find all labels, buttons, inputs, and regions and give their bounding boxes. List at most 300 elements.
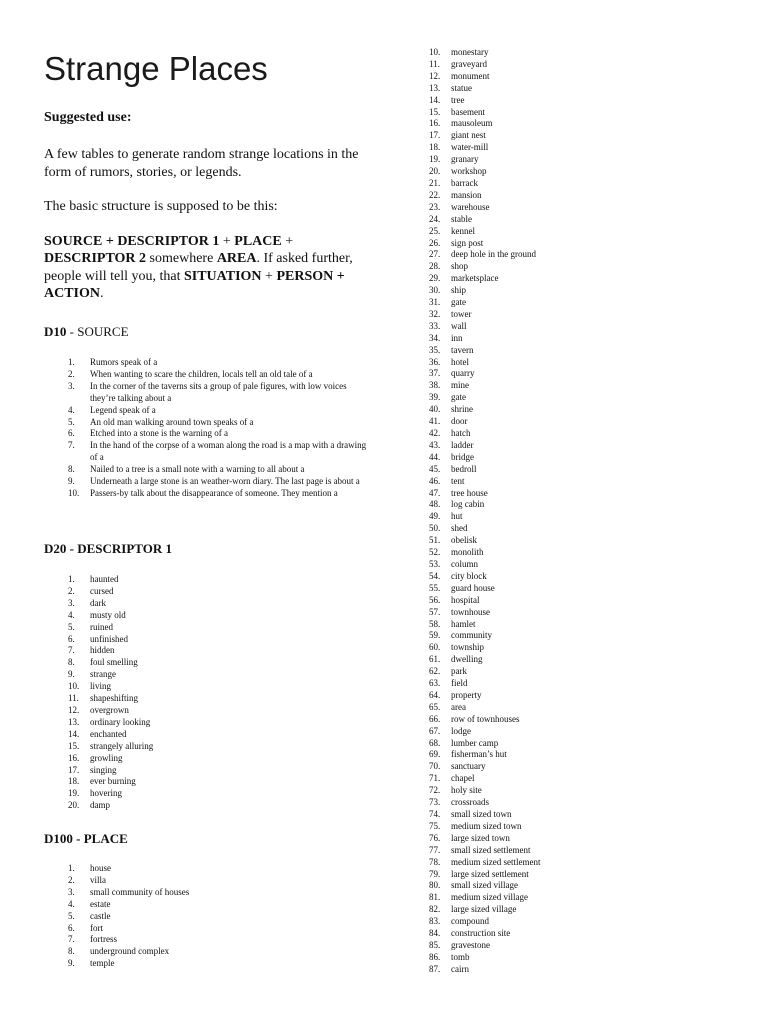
item-text: fisherman’s hut xyxy=(451,749,507,760)
item-text: chapel xyxy=(451,773,475,784)
item-number: 17. xyxy=(68,764,80,775)
formula-segment: + xyxy=(281,233,294,249)
item-number: 12. xyxy=(429,70,441,81)
item-number: 60. xyxy=(429,642,441,653)
descriptor-row xyxy=(68,717,368,729)
item-text: warehouse xyxy=(451,201,490,212)
item-text: dwelling xyxy=(451,654,483,665)
item-number: 86. xyxy=(429,951,441,962)
item-number: 17. xyxy=(429,130,441,141)
item-text: ever burning xyxy=(90,776,136,787)
item-text: An old man walking around town speaks of a xyxy=(90,416,254,427)
item-number: 3. xyxy=(68,597,75,608)
place-row xyxy=(429,619,729,631)
item-number: 20. xyxy=(68,800,80,811)
item-text: door xyxy=(451,416,468,427)
item-text: kennel xyxy=(451,225,475,236)
item-number: 70. xyxy=(429,761,441,772)
item-text: obelisk xyxy=(451,535,477,546)
item-number: 7. xyxy=(68,645,75,656)
place-row xyxy=(429,821,729,833)
d10-die-label: D10 xyxy=(44,324,67,339)
descriptor-row xyxy=(68,705,368,717)
place-row xyxy=(429,654,729,666)
item-number: 6. xyxy=(68,922,75,933)
item-text: cursed xyxy=(90,585,114,596)
source-row xyxy=(68,488,368,500)
place-row xyxy=(429,940,729,952)
place-row xyxy=(68,875,368,887)
item-number: 65. xyxy=(429,701,441,712)
place-row xyxy=(429,904,729,916)
item-number: 57. xyxy=(429,606,441,617)
place-row xyxy=(429,261,729,273)
item-text: area xyxy=(451,701,466,712)
place-row xyxy=(429,285,729,297)
place-row xyxy=(429,499,729,511)
item-number: 9. xyxy=(68,958,75,969)
item-number: 49. xyxy=(429,511,441,522)
place-row xyxy=(429,880,729,892)
item-number: 16. xyxy=(68,752,80,763)
item-text: statue xyxy=(451,82,472,93)
item-number: 47. xyxy=(429,487,441,498)
item-number: 84. xyxy=(429,928,441,939)
item-text: gate xyxy=(451,392,466,403)
item-text: musty old xyxy=(90,609,126,620)
place-row xyxy=(429,607,729,619)
item-number: 42. xyxy=(429,428,441,438)
item-number: 64. xyxy=(429,689,441,700)
item-number: 1. xyxy=(68,863,75,873)
item-number: 27. xyxy=(429,249,441,260)
item-text: medium sized settlement xyxy=(451,856,541,867)
d20-heading: D20 - DESCRIPTOR 1 xyxy=(44,541,172,556)
item-number: 50. xyxy=(429,523,441,534)
item-text: mansion xyxy=(451,189,482,200)
place-row xyxy=(429,666,729,678)
formula-segment: + xyxy=(219,233,235,249)
place-row xyxy=(429,595,729,607)
item-number: 74. xyxy=(429,809,441,819)
item-number: 18. xyxy=(68,776,80,787)
intro-block xyxy=(44,146,374,320)
item-number: 6. xyxy=(68,428,75,439)
item-number: 77. xyxy=(429,844,441,855)
place-row xyxy=(429,952,729,964)
item-text: compound xyxy=(451,916,489,927)
d100-heading: D100 - PLACE xyxy=(44,831,128,846)
item-text: hut xyxy=(451,511,463,522)
item-text: column xyxy=(451,558,478,569)
place-row xyxy=(429,726,729,738)
item-number: 71. xyxy=(429,773,441,784)
place-row xyxy=(429,380,729,392)
source-row xyxy=(68,417,368,429)
item-number: 2. xyxy=(68,585,75,596)
place-row xyxy=(429,107,729,119)
place-row xyxy=(429,749,729,761)
place-row xyxy=(429,83,729,95)
descriptor-row xyxy=(68,788,368,800)
item-number: 28. xyxy=(429,261,441,272)
place-row xyxy=(429,118,729,130)
item-text: hamlet xyxy=(451,618,476,629)
item-text: gate xyxy=(451,297,466,308)
item-text: foul smelling xyxy=(90,657,138,668)
item-text: growling xyxy=(90,752,123,763)
descriptor-row xyxy=(68,800,368,812)
formula-segment: . xyxy=(100,286,104,301)
item-number: 76. xyxy=(429,832,441,843)
item-text: tent xyxy=(451,475,465,486)
source-row xyxy=(68,464,368,476)
source-row xyxy=(68,440,368,464)
item-text: large sized town xyxy=(451,832,510,843)
item-number: 15. xyxy=(429,106,441,117)
item-text: monolith xyxy=(451,547,484,558)
item-text: large sized settlement xyxy=(451,868,529,879)
item-text: lumber camp xyxy=(451,737,499,748)
item-text: water-mill xyxy=(451,142,489,153)
place-row xyxy=(429,166,729,178)
suggested-use-heading: Suggested use: xyxy=(44,110,132,125)
item-number: 32. xyxy=(429,308,441,319)
item-text: sanctuary xyxy=(451,761,486,772)
descriptor-row xyxy=(68,741,368,753)
page-title: Strange Places xyxy=(44,50,268,87)
item-number: 2. xyxy=(68,874,75,885)
item-text: tomb xyxy=(451,951,470,962)
place-row xyxy=(68,887,368,899)
item-text: property xyxy=(451,689,482,700)
place-row xyxy=(429,738,729,750)
item-text: hotel xyxy=(451,356,469,367)
formula-segment: somewhere xyxy=(146,251,217,266)
item-number: 19. xyxy=(429,154,441,165)
place-row xyxy=(429,154,729,166)
item-text: Etched into a stone is the warning of a xyxy=(90,428,228,439)
item-number: 3. xyxy=(68,380,75,391)
place-row xyxy=(429,309,729,321)
item-text: small community of houses xyxy=(90,886,190,897)
place-row xyxy=(429,690,729,702)
formula-segment: PERSON + ACTION xyxy=(44,268,345,301)
item-text: enchanted xyxy=(90,728,127,739)
item-text: bedroll xyxy=(451,463,477,474)
formula-segment: + xyxy=(261,268,277,284)
item-text: large sized village xyxy=(451,904,517,915)
source-row xyxy=(68,369,368,381)
item-text: temple xyxy=(90,958,115,969)
item-number: 23. xyxy=(429,201,441,212)
place-row xyxy=(429,773,729,785)
place-row xyxy=(68,863,368,875)
item-text: ruined xyxy=(90,621,113,632)
item-text: crossroads xyxy=(451,797,489,808)
item-text: park xyxy=(451,666,467,677)
d10-heading xyxy=(44,324,129,340)
item-text: medium sized village xyxy=(451,892,528,903)
item-text: fort xyxy=(90,922,103,933)
item-number: 41. xyxy=(429,416,441,427)
place-row xyxy=(429,583,729,595)
item-text: In the hand of the corpse of a woman along the road is a map with a drawing of a xyxy=(90,440,367,463)
item-number: 79. xyxy=(429,868,441,879)
item-number: 34. xyxy=(429,332,441,343)
place-row xyxy=(429,47,729,59)
item-text: monument xyxy=(451,70,490,81)
item-text: Nailed to a tree is a small note with a warning to all about a xyxy=(90,464,305,475)
item-text: shrine xyxy=(451,404,473,415)
descriptor-row xyxy=(68,729,368,741)
item-text: castle xyxy=(90,910,111,921)
descriptor-row xyxy=(68,693,368,705)
d20-descriptor-list xyxy=(68,574,368,812)
item-number: 31. xyxy=(429,297,441,308)
item-text: bridge xyxy=(451,451,474,462)
d10-name-label: - SOURCE xyxy=(66,324,129,339)
place-row xyxy=(429,833,729,845)
item-text: field xyxy=(451,678,468,689)
place-row xyxy=(429,178,729,190)
place-row xyxy=(68,911,368,923)
place-row xyxy=(429,440,729,452)
item-number: 33. xyxy=(429,320,441,331)
item-text: tower xyxy=(451,308,472,319)
item-text: ship xyxy=(451,285,467,296)
item-number: 11. xyxy=(429,58,440,69)
item-number: 85. xyxy=(429,939,441,950)
item-text: small sized town xyxy=(451,809,512,819)
descriptor-row xyxy=(68,574,368,586)
place-row xyxy=(429,857,729,869)
place-row xyxy=(429,559,729,571)
item-number: 12. xyxy=(68,704,80,715)
item-text: strange xyxy=(90,669,116,680)
place-row xyxy=(429,404,729,416)
item-text: wall xyxy=(451,320,467,331)
item-number: 1. xyxy=(68,574,75,584)
place-row xyxy=(429,428,729,440)
item-number: 20. xyxy=(429,166,441,177)
place-row xyxy=(429,809,729,821)
item-text: tavern xyxy=(451,344,474,355)
item-text: Underneath a large stone is an weather-worn diary. The last page is about a xyxy=(90,476,360,487)
formula-segment: DESCRIPTOR 2 xyxy=(44,251,147,266)
place-row xyxy=(429,797,729,809)
item-text: shed xyxy=(451,523,468,534)
place-row xyxy=(429,333,729,345)
place-row xyxy=(429,464,729,476)
source-row xyxy=(68,428,368,440)
descriptor-row xyxy=(68,776,368,788)
item-number: 13. xyxy=(68,716,80,727)
formula-segment: . If asked further, people will tell you, that xyxy=(44,251,353,284)
place-row xyxy=(429,226,729,238)
intro-paragraph: A few tables to generate random strange locations in the form of rumors, stories, or legends. xyxy=(44,147,359,180)
item-number: 40. xyxy=(429,404,441,415)
item-number: 2. xyxy=(68,368,75,379)
place-row xyxy=(429,95,729,107)
place-row xyxy=(429,249,729,261)
item-number: 8. xyxy=(68,464,75,475)
item-text: lodge xyxy=(451,725,471,736)
item-text: granary xyxy=(451,154,479,165)
item-number: 63. xyxy=(429,678,441,689)
item-text: When wanting to scare the children, locals tell an old tale of a xyxy=(90,368,313,379)
place-row xyxy=(429,785,729,797)
item-number: 7. xyxy=(68,440,75,451)
item-text: overgrown xyxy=(90,704,129,715)
descriptor-row xyxy=(68,765,368,777)
item-text: singing xyxy=(90,764,117,775)
place-row xyxy=(429,869,729,881)
item-number: 8. xyxy=(68,657,75,668)
item-number: 10. xyxy=(429,47,441,57)
descriptor-row xyxy=(68,598,368,610)
item-text: house xyxy=(90,863,111,873)
item-text: workshop xyxy=(451,166,487,177)
source-row xyxy=(68,357,368,369)
item-number: 80. xyxy=(429,880,441,891)
descriptor-row xyxy=(68,586,368,598)
item-number: 69. xyxy=(429,749,441,760)
item-number: 83. xyxy=(429,916,441,927)
source-row xyxy=(68,405,368,417)
place-row xyxy=(429,202,729,214)
item-number: 62. xyxy=(429,666,441,677)
item-text: city block xyxy=(451,570,487,581)
place-row xyxy=(429,845,729,857)
item-number: 59. xyxy=(429,630,441,641)
item-number: 52. xyxy=(429,547,441,558)
item-number: 55. xyxy=(429,582,441,593)
place-row xyxy=(429,142,729,154)
item-text: living xyxy=(90,681,112,692)
place-row xyxy=(429,916,729,928)
item-number: 66. xyxy=(429,713,441,724)
item-text: hidden xyxy=(90,645,115,656)
item-number: 78. xyxy=(429,856,441,867)
place-row xyxy=(429,488,729,500)
place-row xyxy=(68,934,368,946)
item-text: dark xyxy=(90,597,106,608)
item-number: 15. xyxy=(68,740,80,751)
item-text: ladder xyxy=(451,439,474,450)
item-number: 21. xyxy=(429,177,441,188)
place-row xyxy=(429,71,729,83)
place-row xyxy=(429,892,729,904)
item-number: 39. xyxy=(429,392,441,403)
item-number: 18. xyxy=(429,142,441,153)
item-number: 16. xyxy=(429,118,441,129)
item-number: 53. xyxy=(429,558,441,569)
place-row xyxy=(68,923,368,935)
item-number: 46. xyxy=(429,475,441,486)
place-row xyxy=(429,714,729,726)
item-number: 68. xyxy=(429,737,441,748)
place-row xyxy=(429,297,729,309)
item-number: 8. xyxy=(68,946,75,957)
place-row xyxy=(429,630,729,642)
item-number: 24. xyxy=(429,213,441,224)
item-text: log cabin xyxy=(451,499,485,510)
item-number: 37. xyxy=(429,368,441,379)
item-text: giant nest xyxy=(451,130,486,141)
item-number: 26. xyxy=(429,237,441,248)
item-number: 58. xyxy=(429,618,441,629)
place-row xyxy=(429,368,729,380)
item-number: 1. xyxy=(68,357,75,367)
item-number: 10. xyxy=(68,487,80,498)
item-number: 82. xyxy=(429,904,441,915)
item-text: inn xyxy=(451,332,463,343)
item-text: monestary xyxy=(451,47,489,57)
item-text: unfinished xyxy=(90,633,128,644)
item-text: fortress xyxy=(90,934,117,945)
item-number: 25. xyxy=(429,225,441,236)
formula-segment: AREA xyxy=(216,251,257,266)
item-text: holy site xyxy=(451,785,482,796)
item-text: row of townhouses xyxy=(451,713,520,724)
item-number: 11. xyxy=(68,693,79,704)
item-text: underground complex xyxy=(90,946,170,957)
item-text: cairn xyxy=(451,963,469,974)
place-row xyxy=(429,928,729,940)
place-row xyxy=(429,130,729,142)
item-number: 29. xyxy=(429,273,441,284)
item-text: mine xyxy=(451,380,469,391)
item-text: hatch xyxy=(451,428,471,438)
formula-segment: SOURCE + DESCRIPTOR 1 xyxy=(44,233,220,249)
place-row xyxy=(429,678,729,690)
item-text: graveyard xyxy=(451,58,487,69)
item-number: 5. xyxy=(68,416,75,427)
item-number: 5. xyxy=(68,910,75,921)
item-text: tree house xyxy=(451,487,488,498)
item-number: 38. xyxy=(429,380,441,391)
place-row xyxy=(429,59,729,71)
item-text: deep hole in the ground xyxy=(451,249,536,260)
item-number: 14. xyxy=(429,94,441,105)
d100-place-list-part2 xyxy=(429,47,729,976)
place-row xyxy=(429,452,729,464)
item-text: ordinary looking xyxy=(90,716,151,727)
place-row xyxy=(429,190,729,202)
item-number: 72. xyxy=(429,785,441,796)
formula-segment: SITUATION xyxy=(183,268,262,284)
place-row xyxy=(429,547,729,559)
item-text: estate xyxy=(90,898,111,909)
item-number: 73. xyxy=(429,797,441,808)
item-number: 51. xyxy=(429,535,441,546)
item-number: 5. xyxy=(68,621,75,632)
item-number: 7. xyxy=(68,934,75,945)
item-text: township xyxy=(451,642,485,653)
descriptor-row xyxy=(68,634,368,646)
item-number: 14. xyxy=(68,728,80,739)
place-row xyxy=(68,958,368,970)
place-row xyxy=(429,416,729,428)
place-row xyxy=(429,392,729,404)
descriptor-row xyxy=(68,753,368,765)
item-number: 6. xyxy=(68,633,75,644)
item-number: 87. xyxy=(429,963,441,974)
place-row xyxy=(429,571,729,583)
item-text: villa xyxy=(90,874,106,885)
item-number: 43. xyxy=(429,439,441,450)
